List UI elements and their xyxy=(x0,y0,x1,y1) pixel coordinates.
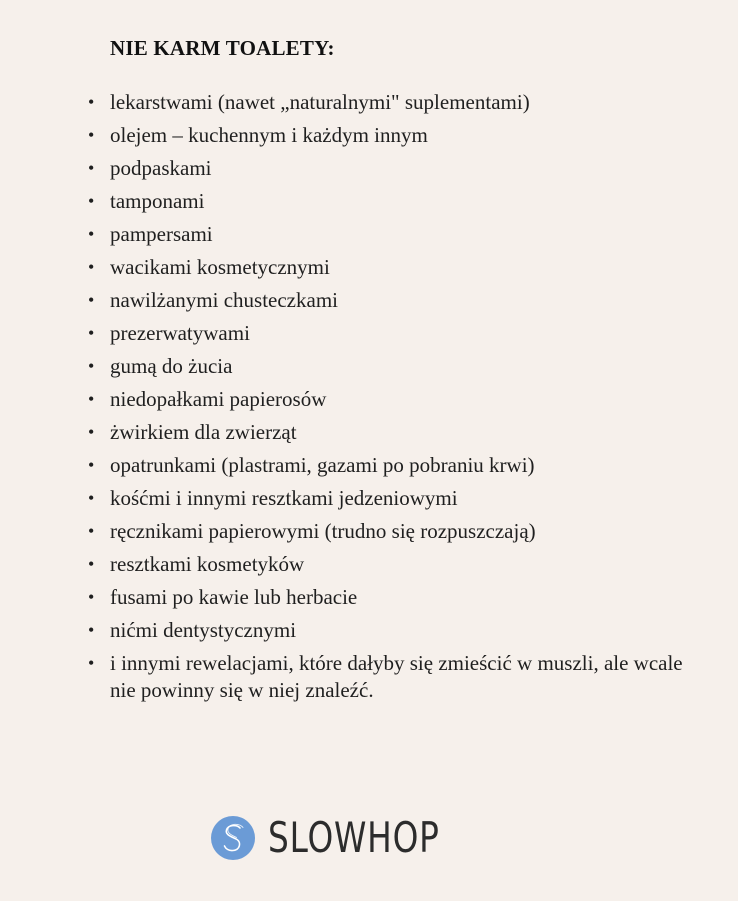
bullet-icon: • xyxy=(88,191,95,211)
list-item-text: prezerwatywami xyxy=(110,321,250,345)
list-item-text: nawilżanymi chusteczkami xyxy=(110,288,338,312)
list-item xyxy=(84,449,704,482)
bullet-icon: • xyxy=(88,92,95,112)
bullet-icon: • xyxy=(88,323,95,343)
list-item xyxy=(84,218,704,251)
list-item-text: kośćmi i innymi resztkami jedzeniowymi xyxy=(110,486,458,510)
list-item xyxy=(84,317,704,350)
bullet-icon: • xyxy=(88,455,95,475)
slowhop-logo xyxy=(210,813,488,863)
bullet-icon: • xyxy=(88,521,95,541)
list-item xyxy=(84,482,704,515)
list-item xyxy=(84,284,704,317)
bullet-icon: • xyxy=(88,158,95,178)
bullet-icon: • xyxy=(88,653,95,673)
list-item-text: olejem – kuchennym i każdym innym xyxy=(110,123,428,147)
bullet-icon: • xyxy=(88,488,95,508)
bullet-icon: • xyxy=(88,224,95,244)
list-item xyxy=(84,548,704,581)
list-item-text: gumą do żucia xyxy=(110,354,233,378)
bullet-icon: • xyxy=(88,389,95,409)
list-item xyxy=(84,251,704,284)
list-item-text: nićmi dentystycznymi xyxy=(110,618,297,642)
bullet-icon: • xyxy=(88,356,95,376)
list-item xyxy=(84,416,704,449)
list-item-text: fusami po kawie lub herbacie xyxy=(110,585,358,609)
list-item xyxy=(84,119,704,152)
list-item-text: podpaskami xyxy=(110,156,212,180)
list-item-text: żwirkiem dla zwierząt xyxy=(110,420,297,444)
list-item xyxy=(84,581,704,614)
slowhop-logo-text: SLOWHOP xyxy=(268,813,440,862)
list-item-text: niedopałkami papierosów xyxy=(110,387,327,411)
list-item xyxy=(84,614,704,647)
list-item-text: wacikami kosmetycznymi xyxy=(110,255,330,279)
list-item-text: ręcznikami papierowymi (trudno się rozpuszczają) xyxy=(110,519,536,543)
list-item-text: resztkami kosmetyków xyxy=(110,552,305,576)
bullet-icon: • xyxy=(88,554,95,574)
list-item xyxy=(84,515,704,548)
list-item-text: i innymi rewelacjami, które dałyby się zmieścić w muszli, ale wcale nie powinny się w niej znaleźć. xyxy=(110,651,683,702)
page-title: NIE KARM TOALETY: xyxy=(110,36,335,60)
bullet-icon: • xyxy=(88,587,95,607)
list-item-text: opatrunkami (plastrami, gazami po pobraniu krwi) xyxy=(110,453,535,477)
bullet-icon: • xyxy=(88,422,95,442)
bullet-icon: • xyxy=(88,620,95,640)
bullet-icon: • xyxy=(88,125,95,145)
list-item-text: lekarstwami (nawet „naturalnymi" suplementami) xyxy=(110,90,530,114)
list-item-text: pampersami xyxy=(110,222,213,246)
list-item xyxy=(84,152,704,185)
item-list xyxy=(84,86,704,707)
list-item-text: tamponami xyxy=(110,189,205,213)
list-item xyxy=(84,86,704,119)
bullet-icon: • xyxy=(88,290,95,310)
list-item xyxy=(84,350,704,383)
slowhop-logo-icon xyxy=(210,815,256,861)
list-item xyxy=(84,383,704,416)
bullet-icon: • xyxy=(88,257,95,277)
list-item xyxy=(84,647,704,707)
list-item xyxy=(84,185,704,218)
